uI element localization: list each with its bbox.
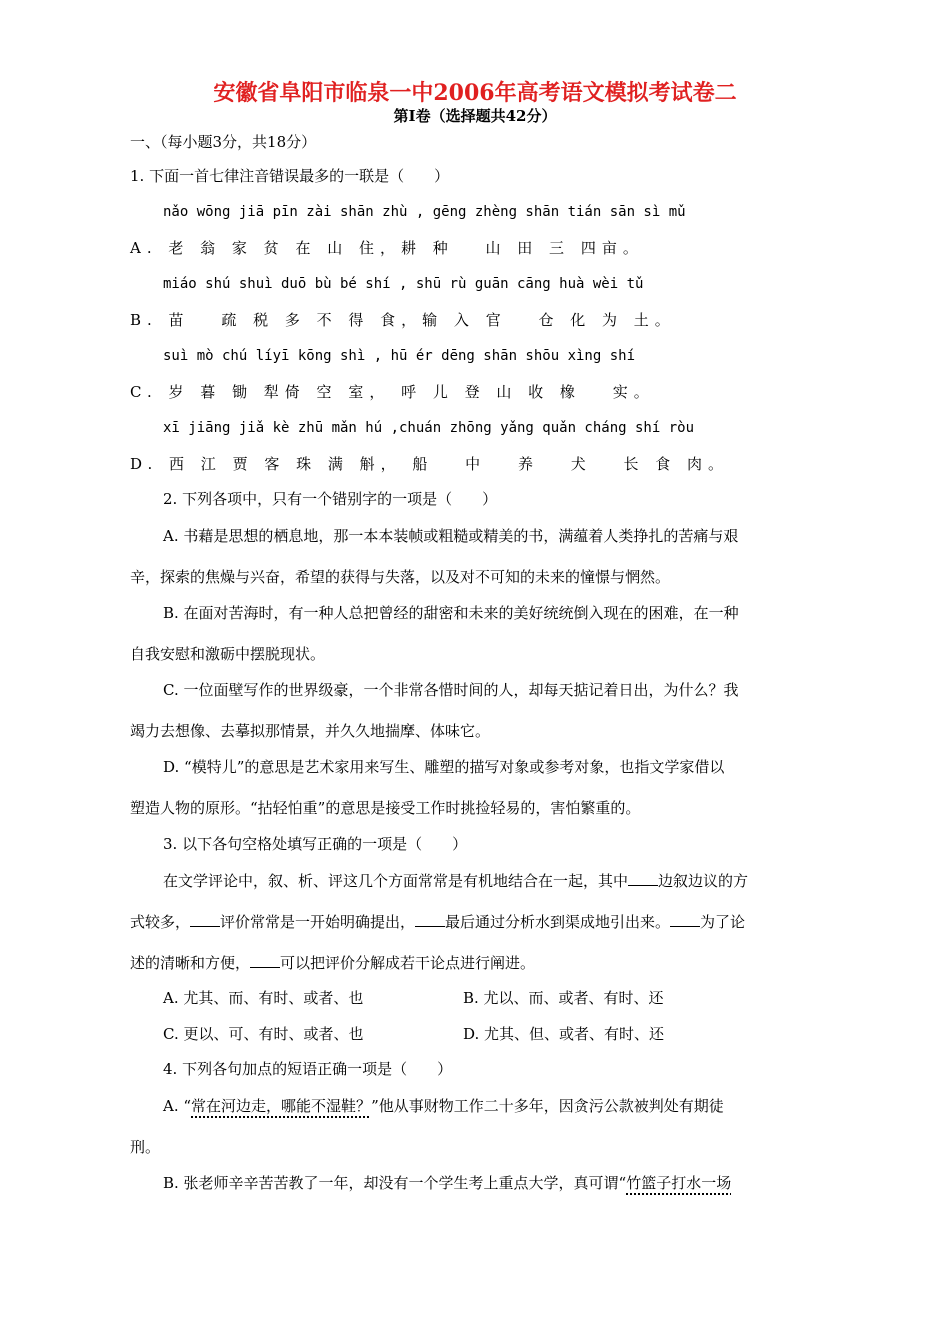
q3-passage-text: 为了论: [700, 913, 746, 931]
q1-pinyin-a: nǎo wōng jiā pīn zài shān zhù , gēng zhèng shān tián sān sì mǔ: [163, 204, 686, 220]
q4-stem: 4. 下列各句加点的短语正确一项是（ ）: [163, 1060, 453, 1078]
q3-passage-text: 在文学评论中，叙、析、评这几个方面常常是有机地结合在一起，其中: [163, 872, 629, 890]
q1-pinyin-b: miáo shú shuì duō bù bé shí , shū rù guān cāng huà wèi tǔ: [163, 276, 644, 292]
q1-option-d: D. 西 江 贾 客 珠 满 斛， 船 中 养 犬 长 食 肉。: [130, 455, 730, 473]
q1-option-b: B. 苗 疏 税 多 不 得 食，输 入 官 仓 化 为 土。: [130, 311, 676, 329]
fill-blank: [415, 912, 445, 927]
q2-option-a-line1: A. 书藉是思想的栖息地，那一本本装帧或粗糙或精美的书，满蕴着人类挣扎的苦痛与艰: [163, 527, 739, 545]
q4-dotted-phrase: 竹篮子打水一场: [626, 1174, 732, 1192]
page-subtitle: 第Ⅰ卷（选择题共42分）: [393, 107, 557, 125]
q1-option-c: C. 岁 暮 锄 犁倚 空 室， 呼 儿 登 山 收 橡 实。: [130, 383, 655, 401]
q3-option-b: B. 尤以、而、或者、有时、还: [463, 989, 664, 1007]
fill-blank: [250, 953, 280, 968]
q2-option-c-line1: C. 一位面壁写作的世界级豪，一个非常各惜时间的人，却每天掂记着日出，为什么？我: [163, 681, 739, 699]
q2-option-a-line2: 辛，探索的焦燥与兴奋，希望的获得与失落，以及对不可知的未来的憧憬与惘然。: [130, 568, 671, 586]
q1-pinyin-c: suì mò chú líyī kōng shì , hū ér dēng shān shōu xìng shí: [163, 348, 636, 364]
q3-passage-text: 述的清晰和方便，: [130, 954, 251, 972]
q3-option-d: D. 尤其、但、或者、有时、还: [463, 1025, 665, 1043]
q3-passage-line3: [130, 953, 535, 973]
q3-passage-text: 可以把评价分解成若干论点进行阐进。: [280, 954, 536, 972]
q3-passage-text: 边叙边议的方: [658, 872, 749, 890]
q4-option-b-line1: [163, 1173, 731, 1193]
q4-text: ”他从事财物工作二十多年，因贪污公款被判处有期徒: [371, 1097, 724, 1115]
fill-blank: [670, 912, 700, 927]
q1-pinyin-d: xī jiāng jiǎ kè zhū mǎn hú ,chuán zhōng yǎng quǎn cháng shí ròu: [163, 420, 695, 436]
q3-passage-text: 式较多，: [130, 913, 191, 931]
q3-passage-text: 最后通过分析水到渠成地引出来。: [445, 913, 671, 931]
section-heading: 一、（每小题3分，共18分）: [130, 133, 317, 151]
q4-text: A. “: [163, 1097, 192, 1115]
q2-option-b-line1: B. 在面对苦海时，有一种人总把曾经的甜密和未来的美好统统倒入现在的困难，在一种: [163, 604, 739, 622]
q4-dotted-phrase: 常在河边走，哪能不湿鞋？: [191, 1097, 372, 1115]
q3-passage-text: 评价常常是一开始明确提出，: [220, 913, 416, 931]
q3-option-c: C. 更以、可、有时、或者、也: [163, 1025, 364, 1043]
q4-option-a-line2: 刑。: [130, 1138, 161, 1156]
q3-passage-line2: [130, 912, 745, 932]
q2-option-c-line2: 竭力去想像、去摹拟那情景，并久久地揣摩、体味它。: [130, 722, 491, 740]
q4-text: B. 张老师辛辛苦苦教了一年，却没有一个学生考上重点大学，真可谓“: [163, 1174, 627, 1192]
q4-option-a-line1: [163, 1096, 724, 1116]
q3-passage-line1: [163, 871, 748, 891]
q1-option-a: A. 老 翁 家 贫 在 山 住，耕 种 山 田 三 四亩。: [130, 239, 644, 257]
q2-option-b-line2: 自我安慰和激砺中摆脱现状。: [130, 645, 326, 663]
q3-stem: 3. 以下各句空格处填写正确的一项是（ ）: [163, 835, 468, 853]
fill-blank: [190, 912, 220, 927]
q2-stem: 2. 下列各项中，只有一个错别字的一项是（ ）: [163, 490, 498, 508]
q1-stem: 1. 下面一首七律注音错误最多的一联是（ ）: [130, 167, 450, 185]
page-title: 安徽省阜阳市临泉一中2006年高考语文模拟考试卷二: [213, 80, 737, 106]
q3-option-a: A. 尤其、而、有时、或者、也: [163, 989, 364, 1007]
q2-option-d-line2: 塑造人物的原形。“拈轻怕重”的意思是接受工作时挑捡轻易的，害怕繁重的。: [130, 799, 641, 817]
fill-blank: [628, 871, 658, 886]
q2-option-d-line1: D. “模特儿”的意思是艺术家用来写生、雕塑的描写对象或参考对象，也指文学家借以: [163, 758, 725, 776]
